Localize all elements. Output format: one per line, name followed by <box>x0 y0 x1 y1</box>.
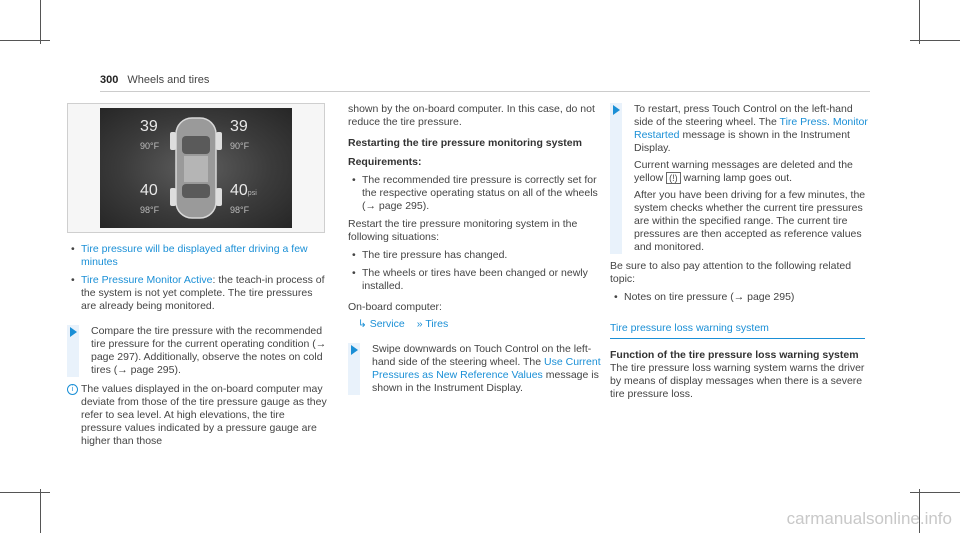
paragraph: Be sure to also pay attention to the following related topic: <box>610 260 852 285</box>
info-icon: i <box>67 384 78 395</box>
crop-mark <box>919 0 920 44</box>
column-right <box>610 103 870 405</box>
crop-mark <box>910 492 960 493</box>
warning-lamp-icon: (!) <box>666 172 681 184</box>
computer-label: On-board computer: <box>348 301 442 313</box>
menu-item-tires: Tires <box>425 318 449 330</box>
status-message-link: Tire pressure will be displayed after driving a few minutes <box>81 243 308 268</box>
step-text: Compare the tire pressure with the recommended tire pressure for the current operating condition (→ page 297). Additionally, observe the notes on cold tires (→ page 295). <box>91 325 327 376</box>
instruction-step: Swipe downwards on Touch Control on the left-hand side of the steering wheel. The Use Current Pressures as New Reference Values message is shown in the Instrument Display. <box>348 343 603 395</box>
list-item: • Notes on tire pressure (→ page 295) <box>610 291 870 304</box>
crop-mark <box>40 0 41 44</box>
header-divider <box>100 91 870 92</box>
rear-right-pressure <box>230 184 257 200</box>
front-right-pressure: 39 <box>230 118 248 135</box>
crop-mark <box>0 40 50 41</box>
section-title: Wheels and tires <box>127 74 210 86</box>
requirements-heading: Requirements: <box>348 156 422 168</box>
step-arrow-icon <box>351 345 358 355</box>
list-item: • The recommended tire pressure is correctly set for the respective operating status on all of the wheels (→ page 295). <box>348 174 603 213</box>
instrument-display <box>100 108 292 228</box>
paragraph: After you have been driving for a few minutes, the system checks whether the current tire pressures are within the specified range. The current tire pressures are then accepted as reference values and monitored. <box>634 189 866 253</box>
menu-path <box>358 318 603 331</box>
info-note <box>67 383 327 448</box>
function-heading: Function of the tire pressure loss warning system <box>610 349 859 361</box>
front-left-pressure: 39 <box>140 118 158 135</box>
list-item: • The tire pressure has changed. <box>348 249 603 262</box>
crop-mark <box>0 492 50 493</box>
menu-separator-icon: » <box>416 318 426 330</box>
watermark: carmanualsonline.info <box>786 509 952 528</box>
menu-item-service: Service <box>369 318 405 330</box>
rear-left-temp: 98°F <box>140 205 160 215</box>
status-message-link: Use Current Pressures as New Reference Values <box>372 356 601 381</box>
status-message-link: Tire Pressure Monitor Active <box>81 274 213 286</box>
rear-left-pressure: 40 <box>140 182 158 199</box>
front-right-temp: 90°F <box>230 141 250 151</box>
instruction-step: To restart, press Touch Control on the left-hand side of the steering wheel. The Tire Press. Monitor Restarted message is shown in the Instrument Display. Current warning messages are deleted and the yellow (!) warning lamp goes out. After you have been driving for a few minutes, the system checks whether the current tire pressures are within the specified range. The current tire pressures are then accepted as reference values and monitored. <box>610 103 870 254</box>
tire-pressure-figure <box>67 103 325 233</box>
instruction-step <box>67 325 327 377</box>
rear-right-value: 40 <box>230 182 248 199</box>
list-item: • The wheels or tires have been changed or newly installed. <box>348 267 603 293</box>
step-arrow-icon <box>613 105 620 115</box>
paragraph: The tire pressure loss warning system warns the driver by means of display messages when there is a severe tire pressure loss. <box>610 362 865 400</box>
column-middle <box>348 103 603 401</box>
rear-right-temp: 98°F <box>230 205 250 215</box>
pressure-unit: psi <box>247 190 257 197</box>
paragraph: shown by the on-board computer. In this case, do not reduce the tire pressure. <box>348 103 595 128</box>
status-message-link: Tire Press. Monitor Restarted <box>634 116 868 141</box>
section-heading-blue: Tire pressure loss warning system <box>610 322 865 339</box>
car-top-view-icon <box>170 114 222 222</box>
menu-arrow-icon: ↳ <box>358 318 370 330</box>
crop-mark <box>910 40 960 41</box>
front-left-temp: 90°F <box>140 141 160 151</box>
page-header <box>100 74 209 86</box>
note-text: The values displayed in the on-board computer may deviate from those of the tire pressure gauge as they refer to sea level. At high elevations, the tire pressure values indicated by a pressure gauge are higher than those <box>81 383 327 447</box>
paragraph: Restart the tire pressure monitoring system in the following situations: <box>348 218 578 243</box>
list-item: • Tire Pressure Monitor Active: the teach-in process of the system is not yet complete. The tire pressures are already being monitored. <box>67 274 327 313</box>
list-item <box>67 243 327 269</box>
column-left <box>67 103 327 452</box>
step-arrow-icon <box>70 327 77 337</box>
crop-mark <box>40 489 41 533</box>
section-heading: Restarting the tire pressure monitoring system <box>348 137 582 149</box>
page-number: 300 <box>100 74 119 86</box>
